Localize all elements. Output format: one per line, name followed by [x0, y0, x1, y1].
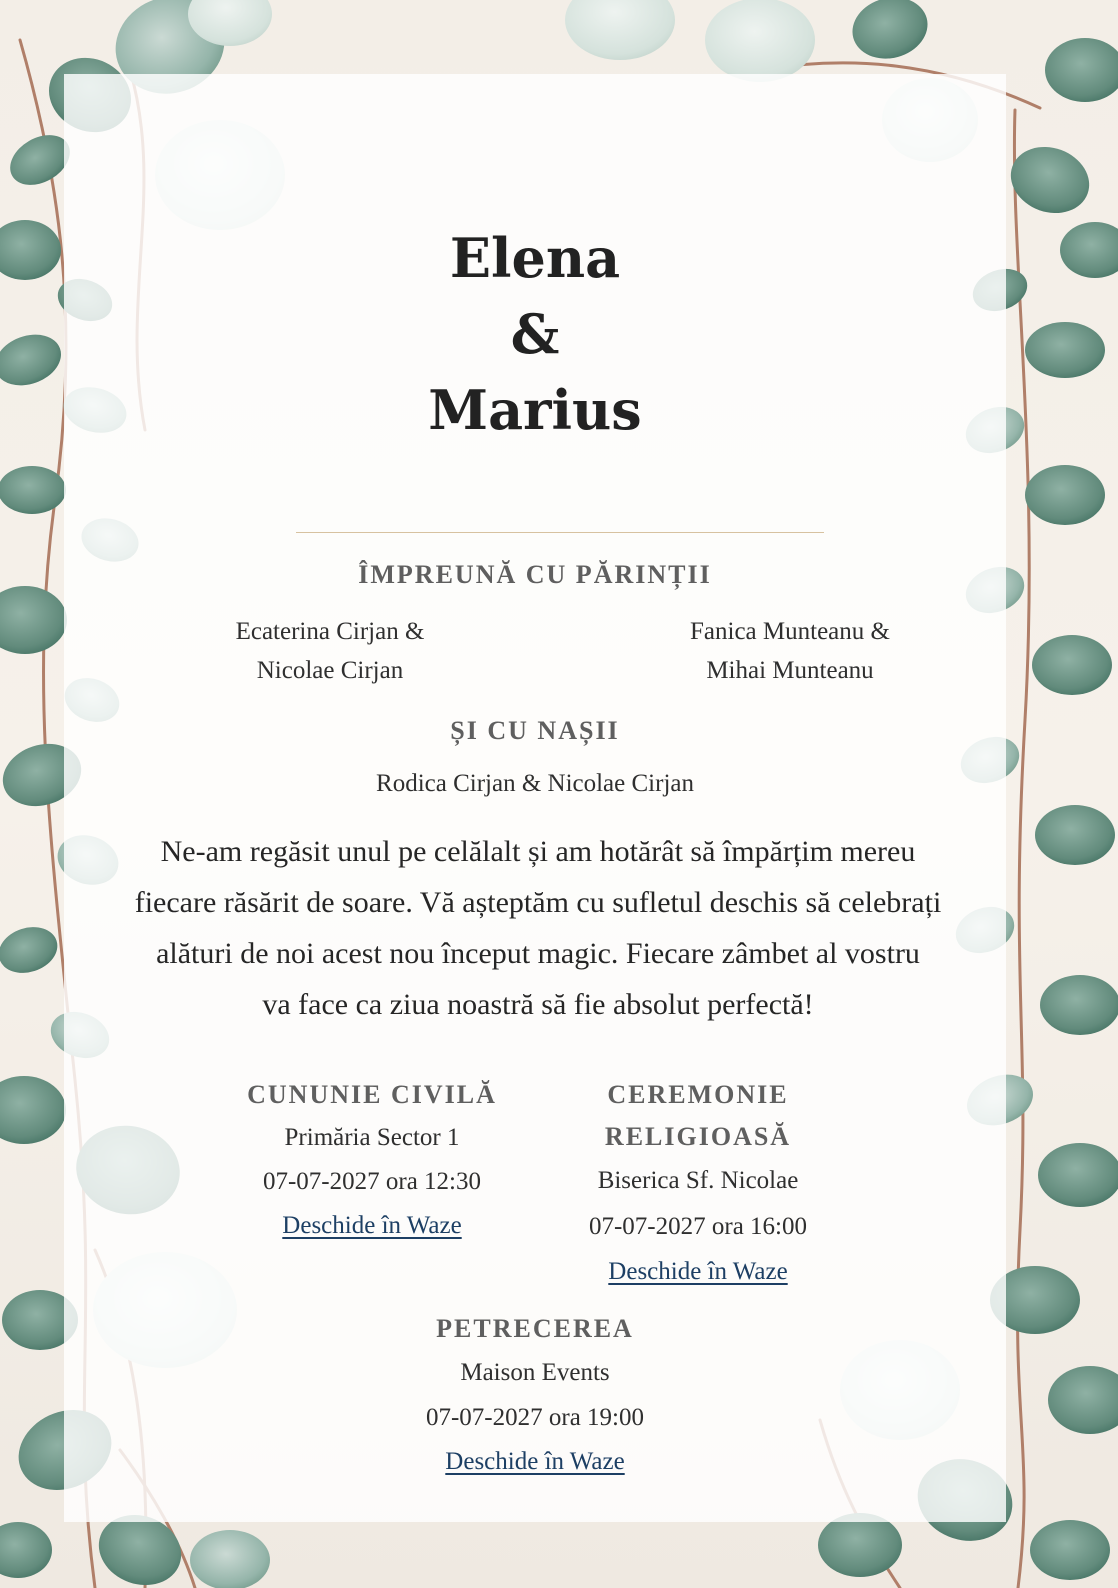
couple-names — [64, 220, 1006, 448]
civil-ceremony-datetime: 07-07-2027 ora 12:30 — [262, 1168, 482, 1195]
groom-parents — [620, 612, 960, 690]
civil-ceremony-heading: CUNUNIE CIVILĂ — [247, 1080, 497, 1109]
religious-ceremony-place: Biserica Sf. Nicolae — [597, 1167, 799, 1194]
religious-ceremony-heading — [548, 1074, 848, 1158]
godparents-names: Rodica Cirjan & Nicolae Cirjan — [376, 770, 694, 797]
civil-ceremony-waze-link[interactable]: Deschide în Waze — [282, 1212, 462, 1239]
message-line-1: Ne-am regăsit unul pe celălalt și am hotărât să împărțim mereu — [160, 835, 916, 868]
groom-parents-line-2: Mihai Munteanu — [706, 657, 874, 684]
party-section — [385, 1308, 685, 1483]
bride-parents-line-2: Nicolae Cirjan — [256, 657, 404, 684]
party-waze-link[interactable]: Deschide în Waze — [445, 1448, 625, 1475]
message-line-2: fiecare răsărit de soare. Vă așteptăm cu sufletul deschis să celebrați — [134, 886, 942, 919]
party-datetime: 07-07-2027 ora 19:00 — [425, 1404, 645, 1431]
civil-ceremony-place: Primăria Sector 1 — [284, 1124, 460, 1151]
party-place: Maison Events — [460, 1359, 610, 1386]
bride-name: Elena — [449, 226, 621, 290]
civil-ceremony-section — [222, 1074, 522, 1247]
parents-heading: ÎMPREUNĂ CU PĂRINȚII — [358, 560, 712, 589]
message-line-4: va face ca ziua noastră să fie absolut perfectă! — [262, 988, 814, 1021]
religious-ceremony-datetime: 07-07-2027 ora 16:00 — [588, 1213, 808, 1240]
party-heading: PETRECEREA — [436, 1314, 634, 1343]
bride-parents — [160, 612, 500, 690]
message-line-3: alături de noi acest nou început magic. Fiecare zâmbet al vostru — [156, 937, 920, 970]
groom-name: Marius — [428, 378, 642, 442]
religious-ceremony-heading-line-1: CEREMONIE — [607, 1080, 789, 1109]
groom-parents-line-1: Fanica Munteanu & — [690, 618, 890, 645]
ampersand: & — [510, 302, 560, 366]
bride-parents-line-1: Ecaterina Cirjan & — [235, 618, 425, 645]
religious-ceremony-section — [548, 1074, 848, 1293]
religious-ceremony-waze-link[interactable]: Deschide în Waze — [608, 1258, 788, 1285]
religious-ceremony-heading-line-2: RELIGIOASĂ — [604, 1122, 792, 1151]
godparents-heading: ȘI CU NAȘII — [450, 716, 620, 745]
title-divider — [296, 532, 824, 533]
invitation-message — [108, 826, 968, 1030]
invitation-content — [64, 74, 1006, 1522]
